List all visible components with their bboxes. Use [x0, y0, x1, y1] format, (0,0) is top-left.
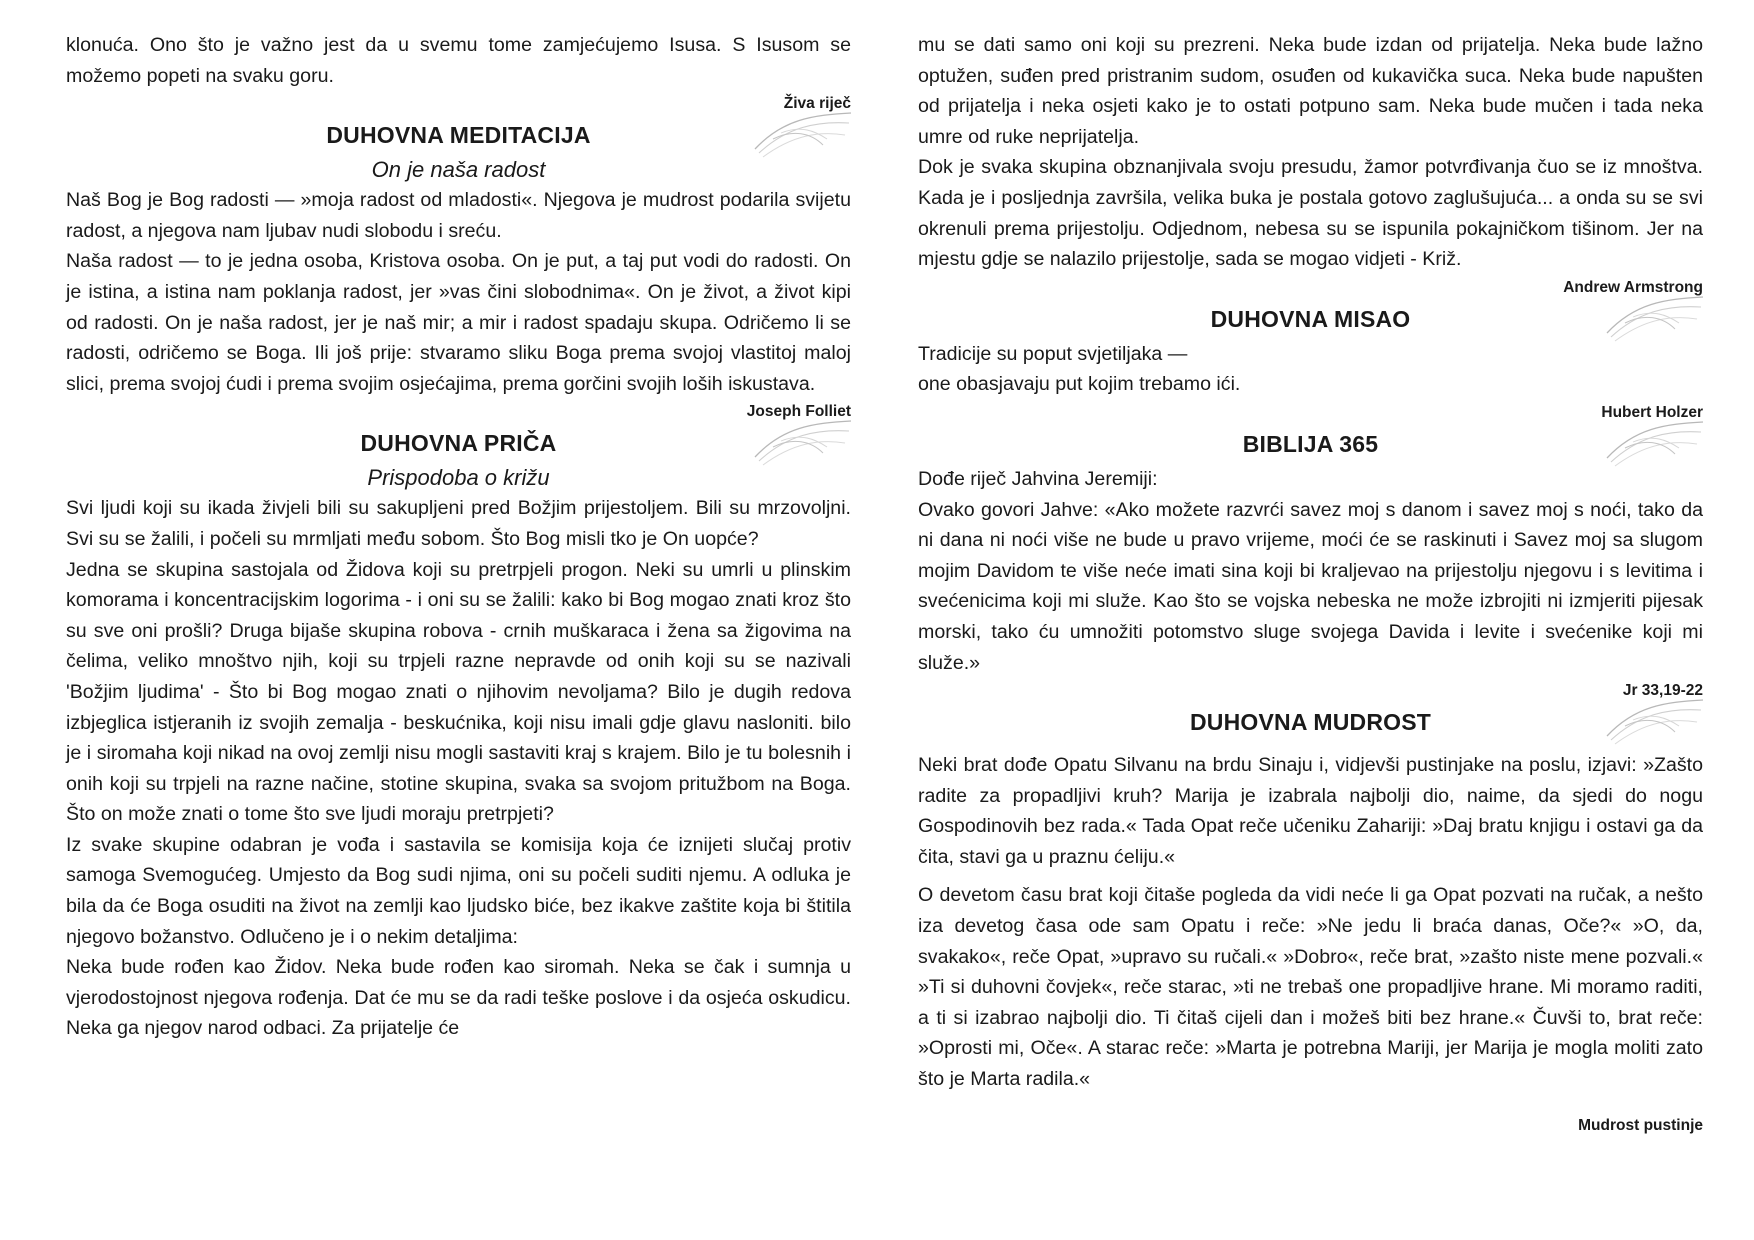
wisdom-attribution: Mudrost pustinje: [1578, 1116, 1703, 1134]
thought-line-2: one obasjavaju put kojim trebamo ići.: [918, 373, 1241, 396]
wisdom-header: [918, 702, 1703, 742]
feather-swirl-icon: [1605, 418, 1705, 470]
story-continued-1: mu se dati samo oni koji su prezreni. Neka bude izdan od prijatelja. Neka bude lažno optužen, suđen pred pristranim sudom, osuđen od kukavička suca. Neka bude napušten od prijatelja i neka osjeti kako je to ostati potpuno sam. Neka bude mučen i tada neka umre od ruke neprijatelja.: [918, 34, 1703, 148]
story-attribution: Andrew Armstrong: [1563, 278, 1703, 296]
intro-text: klonuća. Ono što je važno jest da u svemu tome zamjećujemo Isusa. S Isusom se možemo popeti na svaku goru.: [66, 34, 851, 87]
wisdom-title: DUHOVNA MUDROST: [1189, 709, 1432, 736]
story-header: [66, 423, 851, 463]
feather-swirl-icon: [1605, 696, 1705, 748]
meditation-attribution: Joseph Folliet: [746, 403, 851, 421]
meditation-subtitle: On je naša radost: [371, 157, 546, 183]
bible-paragraph-1: Dođe riječ Jahvina Jeremiji:: [918, 467, 1158, 490]
meditation-title: DUHOVNA MEDITACIJA: [326, 122, 591, 149]
feather-swirl-icon: [1605, 293, 1705, 345]
story-title: DUHOVNA PRIČA: [360, 430, 557, 457]
story-continued-2: Dok je svaka skupina obznanjivala svoju presudu, žamor potvrđivanja čuo se iz mnoštva. Kada je i posljednja završila, velika buka je postala gotovo zaglušujuća... a onda su se svi okrenuli prema prijestolju. Odjednom, nebesa su se ispunila pokajničkom tišinom. Jer na mjestu gdje se nalazilo prijestolje, sada se mogao vidjeti - Križ.: [918, 156, 1703, 271]
bible-reference: Jr 33,19-22: [1622, 682, 1703, 700]
thought-line-1: Tradicije su poput svjetiljaka —: [918, 342, 1188, 365]
story-paragraph-3: Iz svake skupine odabran je vođa i sastavila se komisija koja će iznijeti slučaj protiv samoga Svemogućeg. Umjesto da Bog sudi njima, oni su počeli suditi njemu. A odluka je bila da će Boga osuditi na život na zemlji kao ljudsko biće, bez ikakve zaštite koja bi štitila njegovo božanstvo. Odlučeno je i o nekim detaljima:: [66, 833, 851, 948]
bible-paragraph-2: Ovako govori Jahve: «Ako možete razvrći savez moj s danom i savez moj s noći, tako da ni dana ni noći više ne bude u pravo vrijeme, moći će se raskinuti i Savez moj sa slugom mojim Davidom te više neće imati sina koji bi kraljevao na prijestolju njegovu i s levitima i svećenicima koji mi služe. Kao što se vojska nebeska ne može izbrojiti ni izmjeriti pijesak morski, tako ću umnožiti potomstvo sluge svojega Davida i levite i svećenike koji mi služe.»: [918, 498, 1703, 674]
wisdom-paragraph-1: Neki brat dođe Opatu Silvanu na brdu Sinaju i, vidjevši pustinjake na poslu, izjavi: »Zašto radite za propadljivi kruh? Marija je izabrala najbolji dio, naime, da sjedi do nogu Gospodinovih bez rada.« Tada Opat reče učeniku Zahariji: »Daj bratu knjigu i ostavi ga da čita, stavi ga u praznu ćeliju.«: [918, 754, 1703, 868]
bible-title: BIBLIJA 365: [1242, 430, 1379, 457]
story-paragraph-4: Neka bude rođen kao Židov. Neka bude rođen kao siromah. Neka se čak i sumnja u vjerodostojnost njegova rođenja. Dat će mu se da radi teške poslove i da osjeća oskudicu. Neka ga njegov narod odbaci. Za prijatelje će: [66, 956, 851, 1040]
thought-header: [918, 299, 1703, 339]
meditation-paragraph-2: Naša radost — to je jedna osoba, Kristova osoba. On je put, a taj put vodi do radosti. On je istina, a istina nam poklanja radost, jer »vas čini slobodnima«. On je život, a život kipi od radosti. On je naša radost, jer je naš mir; a mir i radost spadaju skupa. Odričemo li se radosti, odričemo se Boga. Ili još prije: stvaramo sliku Boga prema svojoj vlastitoj maloj slici, prema svojoj ćudi i prema svojim osjećajima, prema gorčini svojih loših iskustava.: [66, 250, 851, 395]
feather-swirl-icon: [753, 109, 853, 161]
thought-attribution: Hubert Holzer: [1601, 403, 1703, 421]
left-column: [66, 30, 851, 1044]
thought-title: DUHOVNA MISAO: [1210, 305, 1411, 332]
right-column: [918, 30, 1703, 1135]
story-subtitle: Prispodoba o križu: [367, 465, 550, 491]
wisdom-paragraph-2: O devetom času brat koji čitaše pogleda da vidi neće li ga Opat pozvati na ručak, a nešto iza devetog časa ode sam Opatu i reče: »Ne jedu li braća danas, Oče?« »O, da, svakako«, reče Opat, »upravo su ručali.« »Dobro«, reče brat, »zašto niste mene pozvali.« »Ti si duhovni čovjek«, reče starac, »ti ne trebaš one propadljive hrane. Mi moramo raditi, a ti si izabrao najbolji dio. Ti čitaš cijeli dan i možeš biti bez hrane.« Čuvši to, brat reče: »Oprosti mi, Oče«. A starac reče: »Marta je potrebna Mariji, jer Marija je mogla moliti zato što je Marta radila.«: [918, 884, 1703, 1091]
bible-header: [918, 424, 1703, 464]
intro-attribution: Živa riječ: [783, 95, 851, 113]
meditation-paragraph-1: Naš Bog je Bog radosti — »moja radost od mladosti«. Njegova je mudrost podarila svijetu radost, a njegova nam ljubav nudi slobodu i sreću.: [66, 189, 851, 242]
meditation-header: [66, 115, 851, 155]
story-paragraph-2: Jedna se skupina sastojala od Židova koji su pretrpjeli progon. Neki su umrli u plinskim komorama i koncentracijskim logorima - i oni su se žalili: kako bi Bog mogao znati kroz što su sve oni prošli? Druga bijaše skupina robova - crnih muškaraca i žena sa žigovima na čelima, veliko mnoštvo njih, koji su trpjeli razne nepravde od onih koji su se nazivali 'Božjim ljudima' - Što bi Bog mogao znati o njihovim nevoljama? Bilo je dugih redova izbjeglica istjeranih iz svojih zemalja - beskućnika, koji nisu imali gdje glavu nasloniti. bilo je i siromaha koji nikad na ovoj zemlji nisu mogli sastaviti kraj s krajem. Bilo je tu bolesnih i onih koji su trpjeli na razne načine, stotine skupina, svaka sa svojom pritužbom na Boga. Što on može znati o tome što sve ljudi moraju pretrpjeti?: [66, 558, 851, 826]
story-paragraph-1: Svi ljudi koji su ikada živjeli bili su sakupljeni pred Božjim prijestoljem. Bili su mrzovoljni. Svi su se žalili, i počeli su mrmljati među sobom. Što Bog misli tko je On uopće?: [66, 497, 851, 550]
feather-swirl-icon: [753, 417, 853, 469]
